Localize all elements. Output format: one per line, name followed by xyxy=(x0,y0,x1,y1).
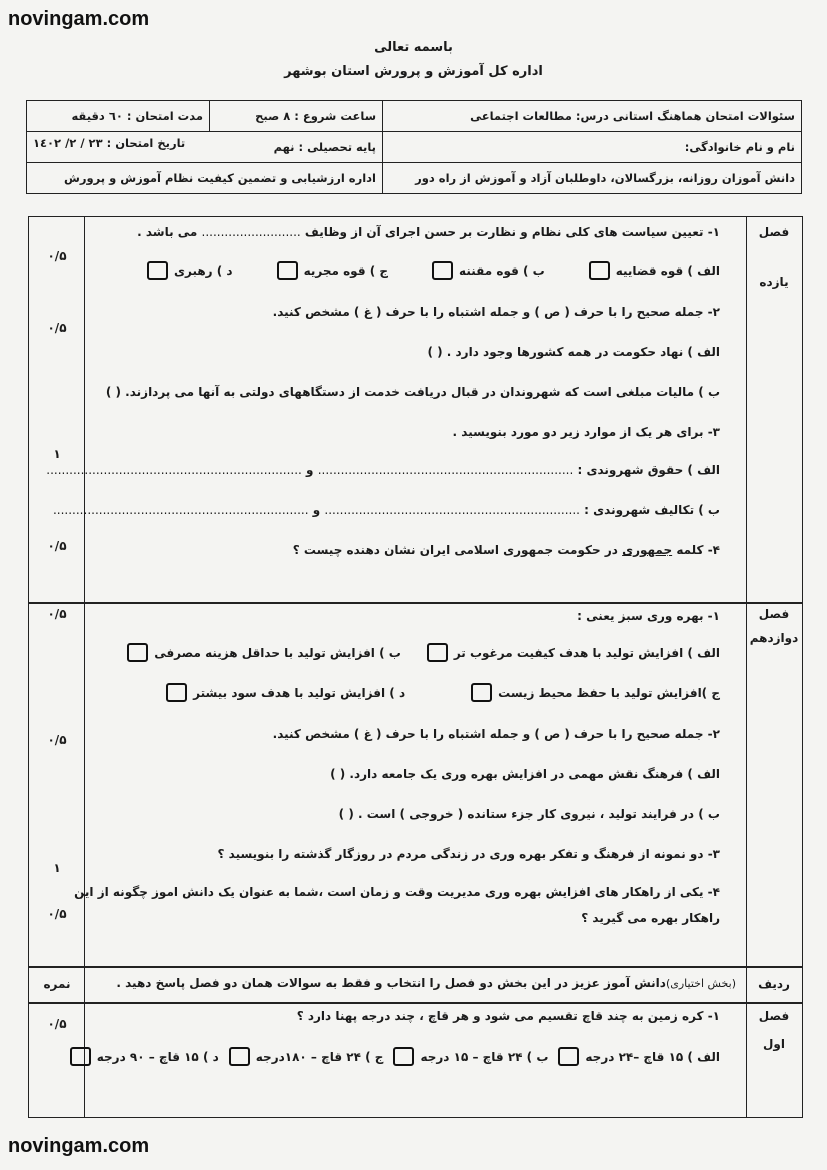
checkbox[interactable] xyxy=(166,683,187,702)
question-2b: ب ) مالیات مبلغی است که شهروندان در قبال دریافت خدمت از دستگاههای دولتی به آنها می پردازند. ( ) xyxy=(105,385,720,399)
option-c[interactable]: ج )افزایش تولید با حفظ محیط زیست xyxy=(465,683,720,702)
score: ۰/۵ xyxy=(47,539,67,553)
duration: مدت امتحان : ٦٠ دقیقه xyxy=(27,101,210,132)
section-number: یازده xyxy=(759,275,789,289)
section-label: فصل xyxy=(758,1009,790,1023)
question-2a: الف ) نهاد حکومت در همه کشورها وجود دارد . ( ) xyxy=(427,345,720,359)
evaluation-office: اداره ارزشیابی و تضمین کیفیت نظام آموزش و پرورش xyxy=(27,163,383,194)
question-2: ۲- جمله صحیح را با حرف ( ص ) و جمله اشتباه را با حرف ( غ ) مشخص کنید. xyxy=(272,727,720,741)
checkbox[interactable] xyxy=(589,261,610,280)
option-a[interactable]: الف ) افزایش تولید با هدف کیفیت مرغوب تر xyxy=(421,643,720,662)
section-label: فصل xyxy=(758,225,790,239)
checkbox[interactable] xyxy=(127,643,148,662)
question-3a: الف ) حقوق شهروندی : ................................................................... و ................................................................... xyxy=(46,463,720,477)
option-b[interactable]: ب ) ۲۴ قاچ – ۱۵ درجه xyxy=(387,1047,548,1066)
score: ۱ xyxy=(53,861,61,875)
section-number: اول xyxy=(763,1037,785,1051)
question-2: ۲- جمله صحیح را با حرف ( ص ) و جمله اشتباه را با حرف ( غ ) مشخص کنید. xyxy=(272,305,720,319)
question-2a: الف ) فرهنگ نقش مهمی در افزایش بهره وری یک جامعه دارد. ( ) xyxy=(330,767,720,781)
score: ۰/۵ xyxy=(47,907,67,921)
bismillah: باسمه تعالی xyxy=(374,40,453,55)
question-1-options xyxy=(64,1047,720,1066)
question-2b: ب ) در فرایند تولید ، نیروی کار جزء ستانده ( خروجی ) است . ( ) xyxy=(338,807,720,821)
option-c[interactable]: ج ) قوه مجریه xyxy=(271,261,388,280)
question-3: ۳- برای هر یک از موارد زیر دو مورد بنویسید . xyxy=(452,425,720,439)
option-d[interactable]: د ) ۱۵ قاچ – ۹۰ درجه xyxy=(64,1047,219,1066)
option-a[interactable]: الف ) قوه قضاییه xyxy=(583,261,720,280)
question-4-line2: راهکار بهره می گیرید ؟ xyxy=(581,911,720,925)
exam-title: سئوالات امتحان هماهنگ استانی درس: مطالعات اجتماعی xyxy=(383,101,802,132)
checkbox[interactable] xyxy=(432,261,453,280)
checkbox[interactable] xyxy=(229,1047,250,1066)
score: ۰/۵ xyxy=(47,249,67,263)
checkbox[interactable] xyxy=(471,683,492,702)
question-3: ۳- دو نمونه از فرهنگ و تفکر بهره وری در زندگی مردم در روزگار گذشته را بنویسید ؟ xyxy=(217,847,720,861)
section-number: دوازدهم xyxy=(749,631,799,645)
watermark-top: novingam.com xyxy=(8,8,150,30)
option-c[interactable]: ج ) ۲۴ قاچ – ۱۸۰درجه xyxy=(223,1047,384,1066)
score: ۰/۵ xyxy=(47,607,67,621)
score: ۱ xyxy=(53,447,61,461)
start-time: ساعت شروع : ۸ صبح xyxy=(210,101,383,132)
column-radif: ردیف xyxy=(758,977,790,991)
optional-note: (بخش اختیاری)دانش آموز عزیز در این بخش دو فصل را انتخاب و فقط به سوالات همان دو فصل پاسخ دهید . xyxy=(116,976,736,990)
question-1: ۱- تعیین سیاست های کلی نظام و نظارت بر حسن اجرای آن از وظایف .......................... می باشد . xyxy=(137,225,720,239)
optional-section-header xyxy=(28,966,803,1004)
checkbox[interactable] xyxy=(393,1047,414,1066)
checkbox[interactable] xyxy=(427,643,448,662)
grade: پایه تحصیلی : نهم xyxy=(273,140,376,154)
question-1-options-row2 xyxy=(160,683,720,702)
watermark-bottom: novingam.com xyxy=(8,1135,150,1157)
checkbox[interactable] xyxy=(558,1047,579,1066)
score: ۰/۵ xyxy=(47,321,67,335)
section-label: فصل xyxy=(758,607,790,621)
question-1: ۱- بهره وری سبز یعنی : xyxy=(577,609,720,623)
section-one xyxy=(28,1002,803,1118)
checkbox[interactable] xyxy=(277,261,298,280)
question-4: ۴- کلمه جمهوری در حکومت جمهوری اسلامی ایران نشان دهنده چیست ؟ xyxy=(292,543,720,557)
question-3b: ب ) تکالیف شهروندی : ................................................................... و ................................................................... xyxy=(52,503,720,517)
checkbox[interactable] xyxy=(147,261,168,280)
exam-header-table xyxy=(26,100,802,194)
student-name: نام و نام خانوادگی: xyxy=(383,132,802,163)
option-b[interactable]: ب ) قوه مقننه xyxy=(426,261,545,280)
organization-title: اداره کل آموزش و پرورش استان بوشهر xyxy=(284,64,543,79)
score: ۰/۵ xyxy=(47,733,67,747)
option-d[interactable]: د ) افزایش تولید با هدف سود بیشتر xyxy=(160,683,405,702)
checkbox[interactable] xyxy=(70,1047,91,1066)
column-score: نمره xyxy=(43,977,71,991)
question-4-line1: ۴- یکی از راهکار های افزایش بهره وری مدیریت وقت و زمان است ،شما به عنوان یک دانش اموز چگونه از این xyxy=(74,885,720,899)
question-1: ۱- کره زمین به چند قاچ تقسیم می شود و هر قاچ ، چند درجه پهنا دارد ؟ xyxy=(296,1009,720,1023)
exam-date: تاریخ امتحان : ۲۳ / ۲/ ۱٤۰۲ xyxy=(33,136,186,150)
question-1-options-row1 xyxy=(121,643,720,662)
option-a[interactable]: الف ) ۱۵ قاچ –۲۴ درجه xyxy=(552,1047,720,1066)
option-b[interactable]: ب ) افزایش تولید با حداقل هزینه مصرفی xyxy=(121,643,401,662)
section-twelve xyxy=(28,602,803,968)
students-type: دانش آموزان روزانه، بزرگسالان، داوطلبان آزاد و آموزش از راه دور xyxy=(383,163,802,194)
question-1-options xyxy=(141,261,720,280)
section-eleven xyxy=(28,216,803,604)
score: ۰/۵ xyxy=(47,1017,67,1031)
option-d[interactable]: د ) رهبری xyxy=(141,261,233,280)
